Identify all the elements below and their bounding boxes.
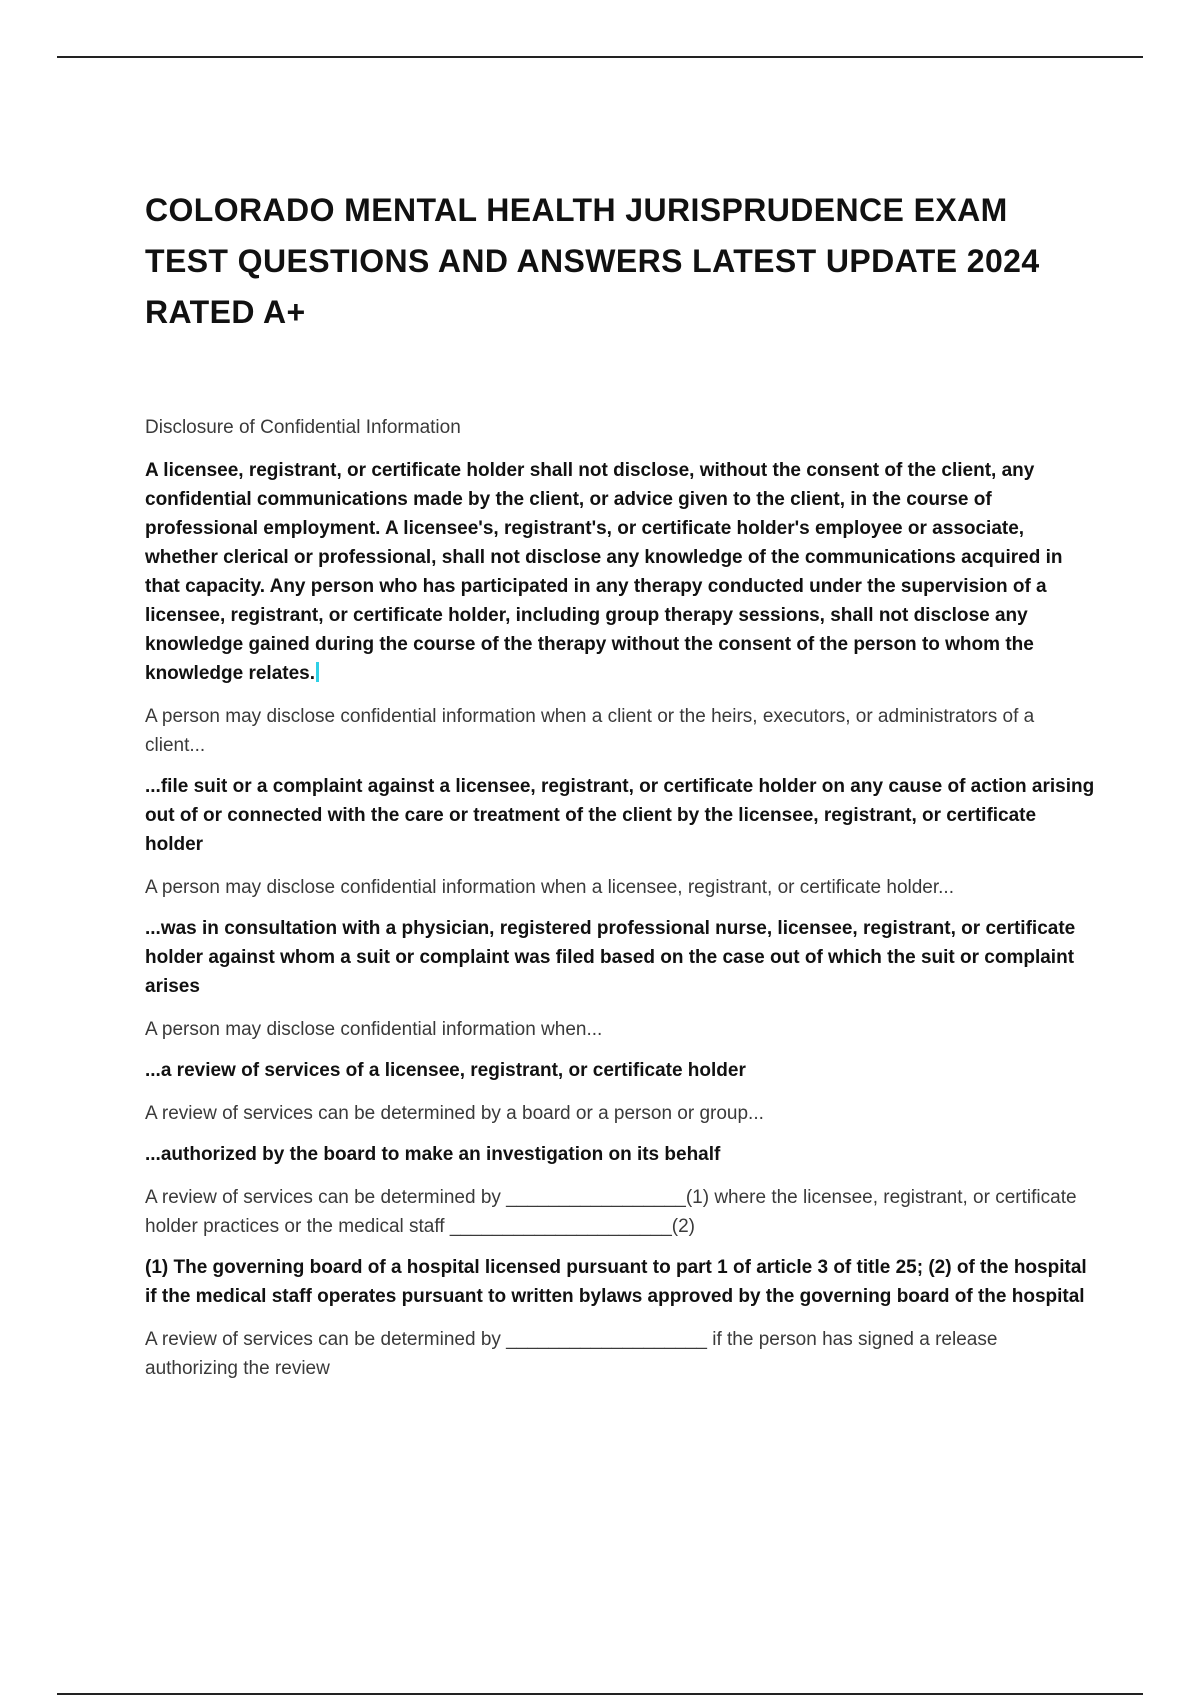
answer-5: (1) The governing board of a hospital licensed pursuant to part 1 of article 3 of title 25; (2) of the hospital if the medical staff operates pursuant to written bylaws approved by the governing board of the hospital — [145, 1257, 1087, 1307]
intro-answer — [145, 456, 1095, 688]
top-rule — [57, 56, 1143, 58]
question-6: A review of services can be determined by ___________________ if the person has signed a release authorizing the review — [145, 1329, 998, 1379]
document-title: COLORADO MENTAL HEALTH JURISPRUDENCE EXAM TEST QUESTIONS AND ANSWERS LATEST UPDATE 2024 RATED A+ — [145, 192, 1040, 330]
answer-1: ...file suit or a complaint against a licensee, registrant, or certificate holder on any cause of action arising out of or connected with the care or treatment of the client by the licensee, registrant, or certificate holder — [145, 776, 1095, 855]
text-cursor — [316, 662, 319, 682]
question-4: A review of services can be determined by a board or a person or group... — [145, 1103, 764, 1124]
answer-2: ...was in consultation with a physician, registered professional nurse, licensee, registrant, or certificate holder against whom a suit or complaint was filed based on the case out of which the suit or complaint arises — [145, 918, 1076, 997]
answer-4: ...authorized by the board to make an investigation on its behalf — [145, 1144, 721, 1165]
question-3: A person may disclose confidential information when... — [145, 1019, 603, 1040]
intro-answer-text: A licensee, registrant, or certificate holder shall not disclose, without the consent of the client, any confidential communications made by the client, or advice given to the client, in the course of professional employment. A licensee's, registrant's, or certificate holder's employee or associate, whether clerical or professional, shall not disclose any knowledge of the communications acquired in that capacity. Any person who has participated in any therapy conducted under the supervision of a licensee, registrant, or certificate holder, including group therapy sessions, shall not disclose any knowledge gained during the course of the therapy without the consent of the person to whom the knowledge relates. — [145, 460, 1063, 684]
answer-3: ...a review of services of a licensee, registrant, or certificate holder — [145, 1060, 746, 1081]
question-5: A review of services can be determined by _________________(1) where the licensee, registrant, or certificate holder practices or the medical staff _____________________(2) — [145, 1187, 1077, 1237]
question-1: A person may disclose confidential information when a client or the heirs, executors, or administrators of a client... — [145, 706, 1035, 756]
bottom-rule — [57, 1693, 1143, 1695]
section-heading: Disclosure of Confidential Information — [145, 417, 461, 438]
document-body — [145, 185, 1095, 1383]
question-2: A person may disclose confidential information when a licensee, registrant, or certificate holder... — [145, 877, 954, 898]
